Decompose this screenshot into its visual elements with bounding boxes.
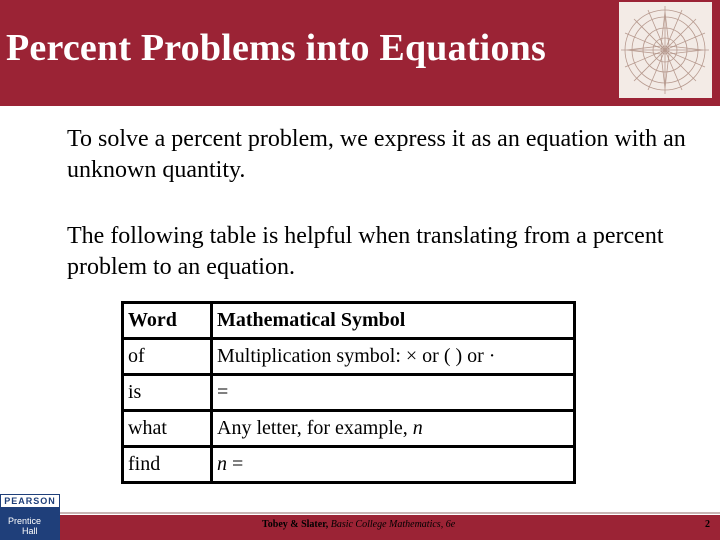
slide-header <box>0 0 720 106</box>
intro-paragraph: To solve a percent problem, we express it as an equation with an unknown quantity. <box>67 126 686 183</box>
row-symbol <box>213 412 573 445</box>
table-header-row <box>124 304 573 337</box>
translation-table <box>121 301 576 484</box>
table-row <box>124 340 573 373</box>
row-symbol: = <box>213 376 573 409</box>
row-word: is <box>124 376 210 409</box>
row-word: of <box>124 340 210 373</box>
compass-rose-icon <box>619 2 712 98</box>
header-symbol: Mathematical Symbol <box>213 304 573 337</box>
symbol-variable: n <box>412 417 423 439</box>
footer-divider <box>0 512 720 514</box>
symbol-suffix: = <box>227 453 244 475</box>
symbol-prefix: Any letter, for example, <box>217 417 413 439</box>
header-word: Word <box>124 304 210 337</box>
row-symbol: Multiplication symbol: × or ( ) or · <box>213 340 573 373</box>
row-symbol <box>213 448 573 481</box>
pearson-logo <box>0 494 60 540</box>
compass-emblem <box>615 0 720 103</box>
table-row <box>124 376 573 409</box>
logo-line2: Hall <box>22 526 38 536</box>
header-divider <box>0 103 720 106</box>
footer-authors: Tobey & Slater, <box>262 519 331 530</box>
table-intro-paragraph: The following table is helpful when translating from a percent problem to an equation. <box>67 223 664 280</box>
footer-book-title: Basic College Mathematics, 6e <box>330 519 456 530</box>
title-band <box>0 0 615 103</box>
row-word: find <box>124 448 210 481</box>
logo-brand: PEARSON <box>0 494 60 508</box>
symbol-variable: n <box>217 453 227 475</box>
slide-title: Percent Problems into Equations <box>6 26 546 69</box>
table-row <box>124 412 573 445</box>
table-row <box>124 448 573 481</box>
page-number: 2 <box>705 519 710 530</box>
footer-citation <box>262 519 455 530</box>
row-word: what <box>124 412 210 445</box>
logo-line1: Prentice <box>8 516 42 526</box>
